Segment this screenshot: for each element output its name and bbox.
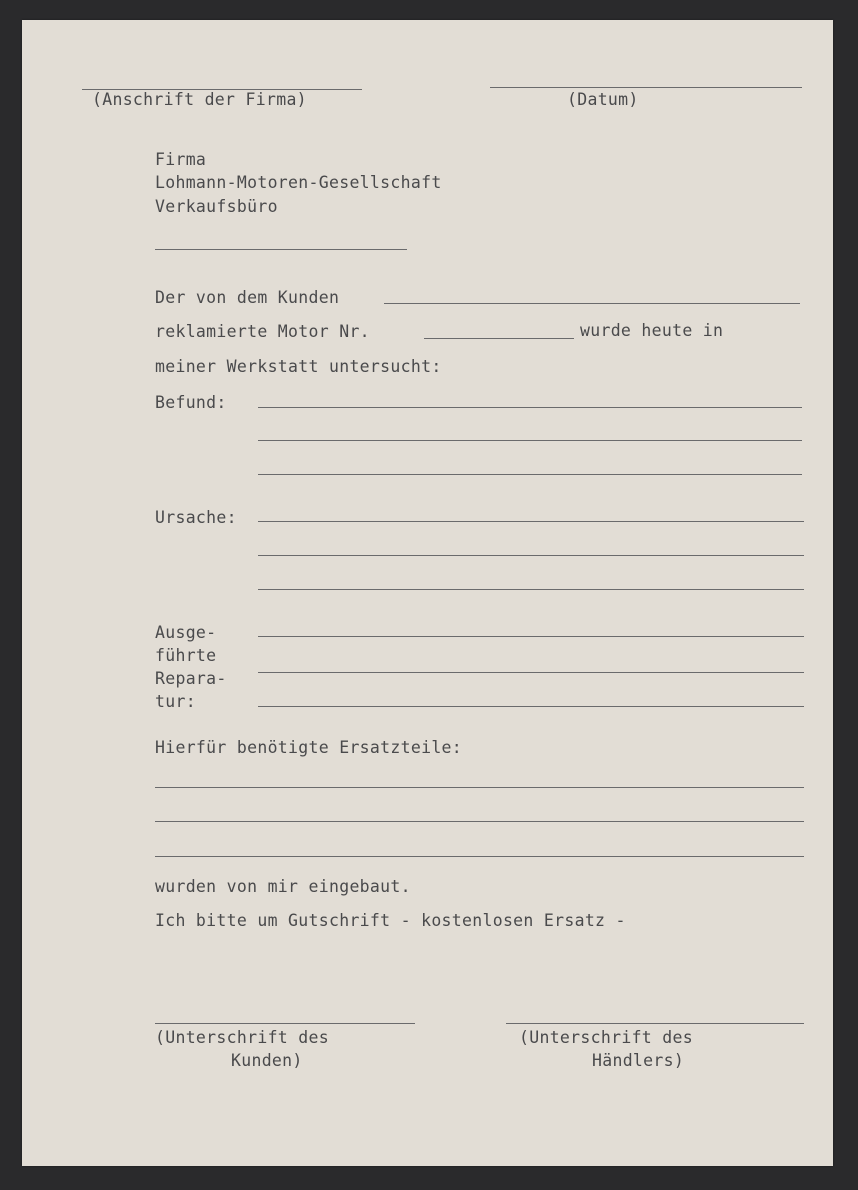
date-label: (Datum) — [567, 90, 639, 109]
motor-number-line — [424, 338, 574, 339]
company-address-label: (Anschrift der Firma) — [92, 90, 307, 109]
cause-line-2 — [258, 555, 804, 556]
repair-line-3 — [258, 706, 804, 707]
recipient-line-1: Firma — [155, 150, 207, 169]
customer-prefix: Der von dem Kunden — [155, 288, 340, 307]
finding-label: Befund: — [155, 393, 227, 412]
cause-line-1 — [258, 521, 804, 522]
form-sheet — [22, 20, 833, 1166]
parts-label: Hierfür benötigte Ersatzteile: — [155, 738, 463, 757]
motor-suffix: wurde heute in — [580, 321, 724, 340]
dealer-signature-label-2: Händlers) — [592, 1051, 685, 1070]
recipient-line-2: Lohmann-Motoren-Gesellschaft — [155, 173, 442, 192]
recipient-line-3: Verkaufsbüro — [155, 197, 278, 216]
recipient-extra-line — [155, 249, 407, 250]
repair-line-2 — [258, 672, 804, 673]
cause-line-3 — [258, 589, 804, 590]
finding-line-2 — [258, 440, 802, 441]
parts-line-1 — [155, 787, 804, 788]
workshop-line: meiner Werkstatt untersucht: — [155, 357, 442, 376]
parts-line-3 — [155, 856, 804, 857]
repair-label-1: Ausge- — [155, 623, 217, 642]
repair-label-2: führte — [155, 646, 217, 665]
finding-line-3 — [258, 474, 802, 475]
dealer-signature-label-1: (Unterschrift des — [519, 1028, 693, 1047]
installed-line: wurden von mir eingebaut. — [155, 877, 411, 896]
repair-label-4: tur: — [155, 692, 196, 711]
credit-line: Ich bitte um Gutschrift - kostenlosen Ersatz - — [155, 911, 626, 930]
motor-prefix: reklamierte Motor Nr. — [155, 322, 370, 341]
cause-label: Ursache: — [155, 508, 237, 527]
customer-signature-label-1: (Unterschrift des — [155, 1028, 329, 1047]
repair-label-3: Repara- — [155, 669, 227, 688]
date-line — [490, 87, 802, 88]
parts-line-2 — [155, 821, 804, 822]
dealer-signature-line — [506, 1023, 804, 1024]
customer-signature-label-2: Kunden) — [231, 1051, 303, 1070]
finding-line-1 — [258, 407, 802, 408]
repair-line-1 — [258, 636, 804, 637]
customer-signature-line — [155, 1023, 415, 1024]
customer-field-line — [384, 303, 800, 304]
